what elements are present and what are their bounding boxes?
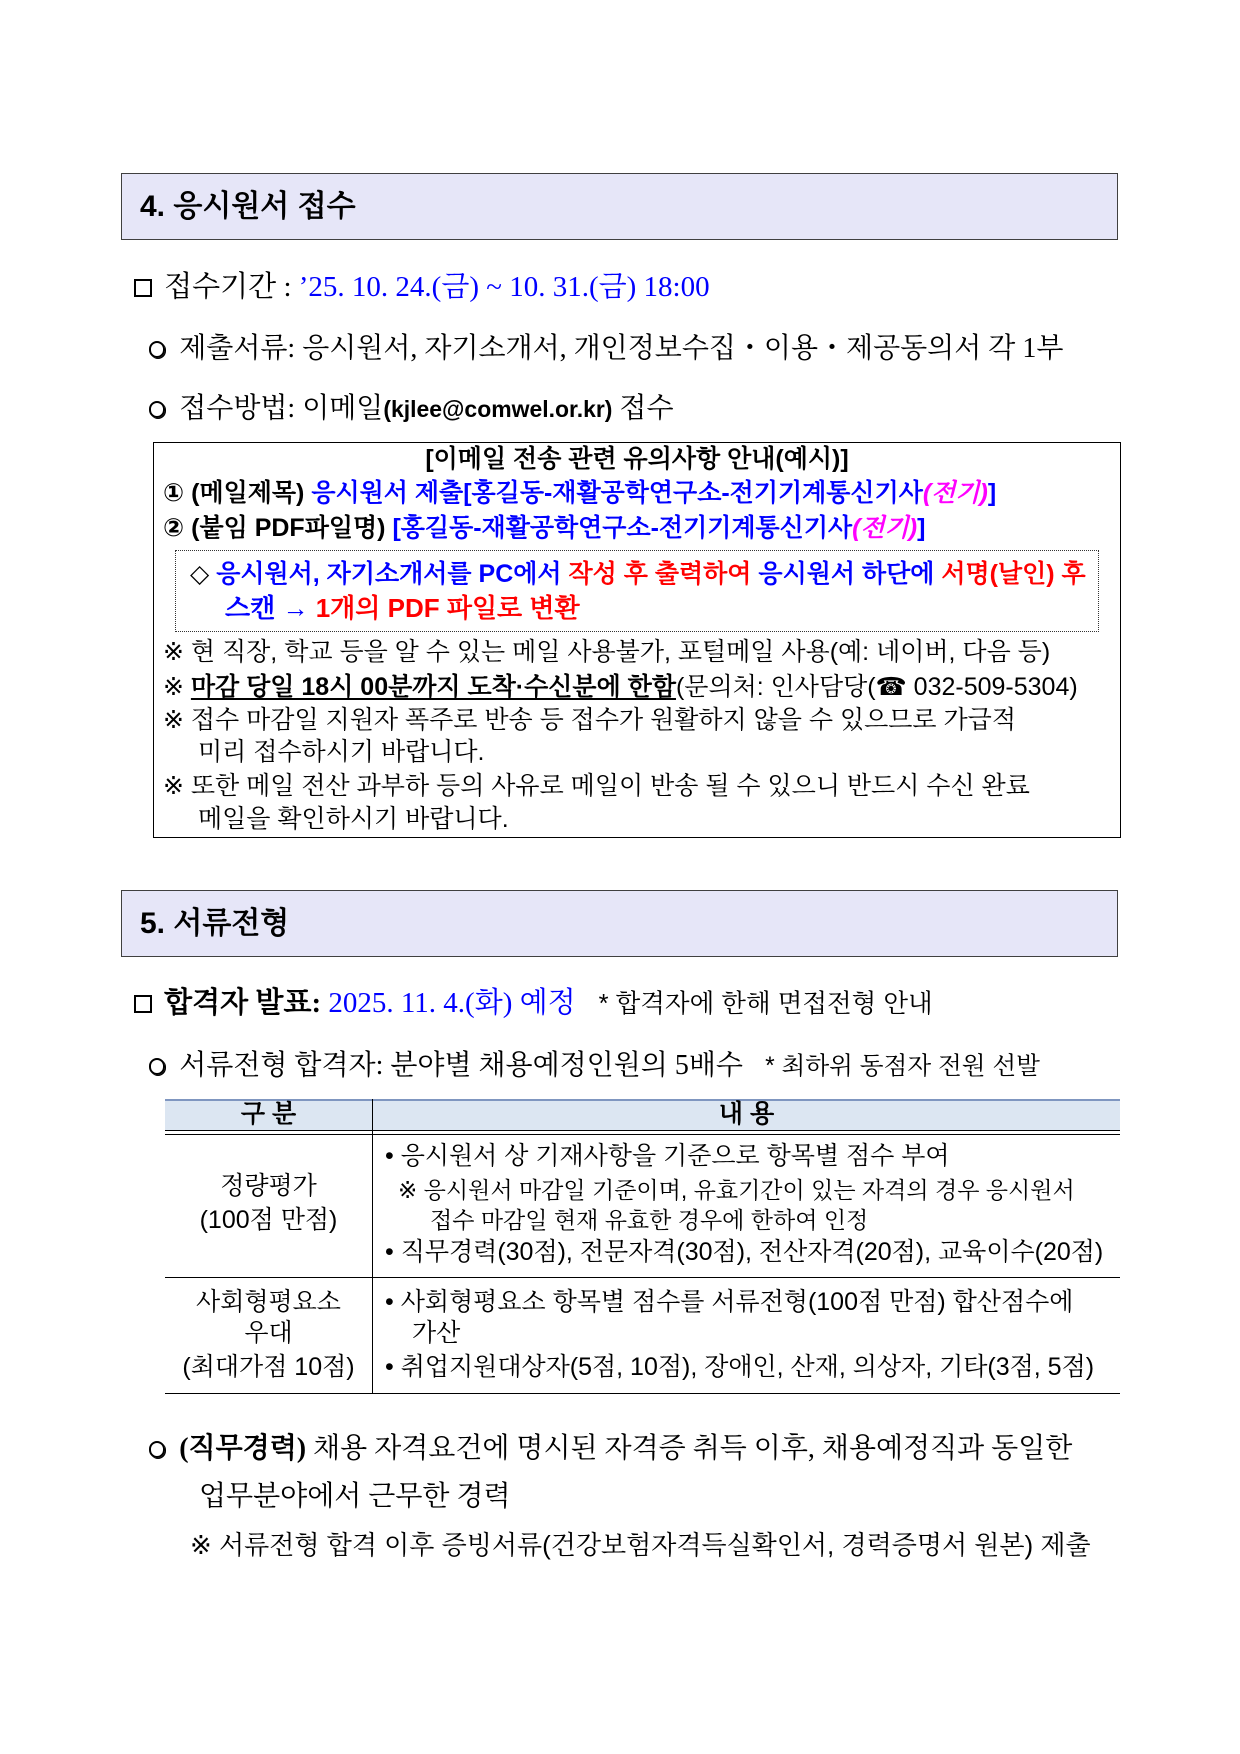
circle-bullet-icon (149, 401, 165, 417)
table-row-1-note-continued: 접수 마감일 현재 유효한 경우에 한하여 인정 (430, 1207, 869, 1233)
bullet-marker: • (385, 1238, 394, 1266)
method-suffix: 접수 (619, 393, 674, 424)
submission-method (149, 390, 1119, 428)
instruction-line-2 (225, 592, 1090, 624)
item-label: (붙임 PDF파일명) (191, 514, 386, 542)
career-text: 채용 자격요건에 명시된 자격증 취득 이후, 채용예정직과 동일한 (313, 1433, 1073, 1464)
pass-rule-text: 서류전형 합격자: 분야별 채용예정인원의 5배수 (179, 1050, 743, 1081)
contact-label: (문의처: 인사담당( (675, 673, 876, 701)
notice-note-4 (163, 770, 1113, 802)
announcement-note: * 합격자에 한해 면접전형 안내 (598, 990, 933, 1018)
table-row-1-note (398, 1174, 1113, 1206)
cell-text: 응시원서 마감일 기준이며, 유효기간이 있는 자격의 경우 응시원서 (423, 1177, 1075, 1203)
result-announcement (134, 983, 1114, 1023)
notice-note-3 (163, 704, 1113, 736)
note-text: 접수 마감일 지원자 폭주로 반송 등 접수가 원활하지 않을 수 있으므로 가급적 (190, 706, 1016, 734)
method-prefix: 접수방법: 이메일 (179, 393, 384, 424)
bullet-marker: • (385, 1288, 394, 1316)
announcement-label: 합격자 발표: (164, 987, 322, 1019)
email-address: (kjlee@comwel.or.kr) (383, 396, 613, 422)
period-separator: : (283, 271, 292, 303)
instruction-line-1 (190, 558, 1090, 590)
item-marker: ② (163, 514, 185, 542)
item-value: 응시원서 제출[홍길동-재활공학연구소-전기기계통신기사 (311, 479, 923, 507)
item-close: ] (987, 479, 997, 507)
period-value: ’25. 10. 24.(금) ~ 10. 31.(금) 18:00 (298, 271, 710, 303)
section-4-header (121, 173, 1118, 240)
instruction-text: 응시원서 하단에 (751, 560, 942, 588)
required-documents-text: 제출서류: 응시원서, 자기소개서, 개인정보수집・이용・제공동의서 각 1부 (179, 333, 1064, 364)
table-row-1-category: 정량평가 (220, 1172, 317, 1200)
table-row-1-item-2 (385, 1236, 1113, 1268)
attachment-filename-item (163, 512, 1113, 544)
table-header-content: 내 용 (718, 1100, 775, 1128)
section-5-title: 5. 서류전형 (140, 907, 290, 940)
table-row-2-category-sub: 우대 (244, 1319, 293, 1347)
phone-icon: ☎ (875, 673, 907, 701)
period-label: 접수기간 (164, 271, 277, 303)
notice-note-3-continued: 미리 접수하시기 바랍니다. (198, 738, 485, 766)
pass-rule-note: * 최하위 동점자 전원 선발 (765, 1053, 1040, 1080)
table-row-divider (165, 1277, 1120, 1278)
square-bullet-icon (134, 995, 152, 1013)
table-bottom-border (165, 1393, 1120, 1394)
instruction-text: 응시원서, 자기소개서를 PC에서 (216, 560, 569, 588)
cell-text: 응시원서 상 기재사항을 기준으로 항목별 점수 부여 (400, 1142, 950, 1170)
table-row-1-category-sub: (100점 만점) (199, 1206, 338, 1234)
note-marker: ※ (163, 706, 184, 734)
circle-bullet-icon (149, 1058, 165, 1074)
bullet-marker: • (385, 1142, 394, 1170)
table-row-2-item-1-continued: 가산 (412, 1319, 461, 1347)
note-marker: ※ (163, 772, 184, 800)
pass-rule (149, 1047, 1119, 1085)
item-value: [홍길동-재활공학연구소-전기기계통신기사 (392, 514, 853, 542)
email-notice-title: [이메일 전송 관련 유의사항 안내(예시)] (425, 445, 849, 473)
instruction-highlight: 서명(날인) 후 (941, 560, 1086, 588)
notice-note-2 (163, 671, 1113, 703)
table-row-1-item-1 (385, 1140, 1113, 1172)
email-subject-item (163, 477, 1113, 509)
note-marker: ※ (163, 638, 184, 666)
table-header-divider (165, 1130, 1120, 1135)
table-row-2-category-points: (최대가점 10점) (182, 1353, 355, 1381)
square-bullet-icon (134, 279, 152, 297)
application-period (134, 267, 1114, 307)
cell-text: 직무경력(30점), 전문자격(30점), 전산자격(20점), 교육이수(20점) (400, 1238, 1104, 1266)
item-tag: (전기) (852, 514, 918, 542)
career-definition-continued: 업무분야에서 근무한 경력 (199, 1481, 511, 1512)
proof-documents-note (190, 1527, 1115, 1563)
note-text: 현 직장, 학교 등을 알 수 있는 메일 사용불가, 포털메일 사용(예: 네이버, 다음 등) (190, 638, 1051, 666)
note-marker: ※ (398, 1177, 418, 1203)
note-marker: ※ (163, 673, 184, 701)
table-row-2-item-1 (385, 1286, 1113, 1318)
table-header-category: 구 분 (240, 1100, 297, 1128)
table-column-divider (372, 1099, 373, 1393)
cell-text: 사회형평요소 항목별 점수를 서류전형(100점 만점) 합산점수에 (400, 1288, 1074, 1316)
note-text: 또한 메일 전산 과부하 등의 사유로 메일이 반송 될 수 있으니 반드시 수신 완료 (190, 772, 1030, 800)
instruction-highlight: 1개의 PDF 파일로 변환 (315, 593, 580, 623)
instruction-highlight: 작성 후 출력하여 (568, 560, 752, 588)
cell-text: 취업지원대상자(5점, 10점), 장애인, 산재, 의상자, 기타(3점, 5점) (400, 1353, 1095, 1381)
circle-bullet-icon (149, 341, 165, 357)
item-label: (메일제목) (191, 479, 305, 507)
circle-bullet-icon (149, 1441, 165, 1457)
note-marker: ※ (190, 1530, 212, 1560)
table-row-2-item-2 (385, 1351, 1113, 1383)
item-tag: (전기) (922, 479, 988, 507)
deadline-emphasis: 마감 당일 18시 00분까지 도착·수신분에 한함 (190, 673, 676, 701)
notice-note-4-continued: 메일을 확인하시기 바랍니다. (198, 805, 509, 833)
proof-note-text: 서류전형 합격 이후 증빙서류(건강보험자격득실확인서, 경력증명서 원본) 제출 (219, 1530, 1091, 1560)
section-4-title: 4. 응시원서 접수 (140, 190, 356, 223)
instruction-text: 스캔 → (225, 593, 316, 623)
item-close: ] (917, 514, 926, 542)
section-5-header (121, 890, 1118, 957)
career-definition (149, 1430, 1119, 1468)
item-marker: ① (163, 479, 185, 507)
announcement-date: 2025. 11. 4.(화) 예정 (328, 987, 576, 1019)
bullet-marker: • (385, 1353, 394, 1381)
contact-phone: 032-509-5304) (913, 673, 1078, 701)
notice-note-1 (163, 636, 1113, 668)
table-row-2-category: 사회형평요소 (196, 1288, 341, 1316)
career-label: (직무경력) (179, 1433, 307, 1464)
required-documents (149, 330, 1119, 368)
instruction-marker: ◇ (190, 560, 210, 588)
